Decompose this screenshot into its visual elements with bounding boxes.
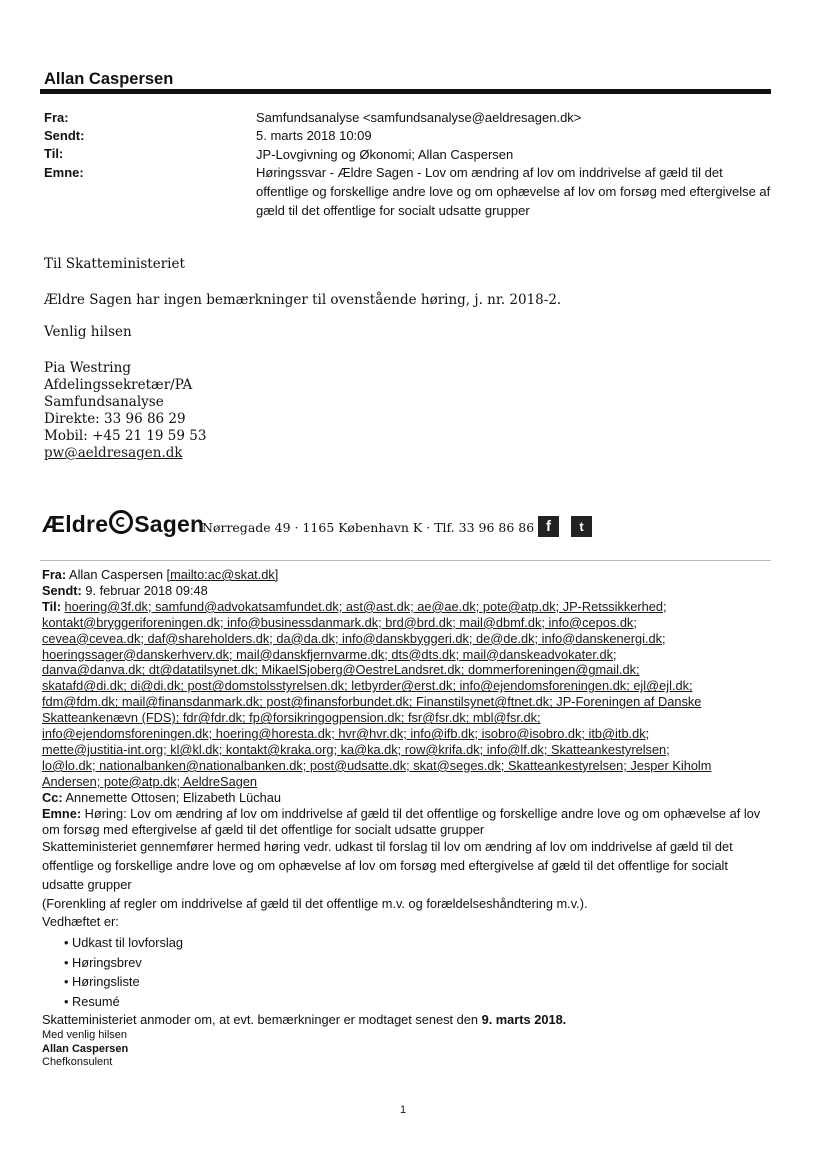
deadline-text: Skatteministeriet anmoder om, at evt. bemærkninger er modtaget senest den bbox=[42, 1012, 482, 1028]
attachment-label: Høringsliste bbox=[72, 974, 140, 990]
orig-from-line bbox=[42, 567, 767, 583]
orig-subject-label: Emne: bbox=[42, 805, 82, 821]
attachment-item: • Høringsliste bbox=[64, 974, 140, 990]
signature-email-link[interactable]: pw@aeldresagen.dk bbox=[44, 445, 183, 461]
attachment-list bbox=[42, 933, 767, 1011]
signature-direct-phone: Direkte: 33 96 86 29 bbox=[44, 411, 186, 427]
to-label: Til: bbox=[44, 146, 64, 161]
orig-to-block bbox=[42, 599, 767, 790]
orig-attached-label: Vedhæftet er: bbox=[42, 914, 119, 930]
twitter-icon[interactable]: t bbox=[571, 516, 592, 537]
orig-to-line[interactable]: Andersen; pote@atp.dk; AeldreSagen bbox=[42, 773, 258, 789]
orig-deadline bbox=[42, 1011, 767, 1029]
signature-mobile-phone: Mobil: +45 21 19 59 53 bbox=[44, 428, 207, 444]
attachment-item: • Høringsbrev bbox=[64, 954, 142, 970]
orig-to-line[interactable]: info@ejendomsforeningen.dk; hoering@horesta.dk; hvr@hvr.dk; info@ifb.dk; isobro@isobro.dk; itb@itb.dk; bbox=[42, 726, 650, 742]
orig-subject-value: Høring: Lov om ændring af lov om inddrivelse af gæld til det offentlige og forskellige andre love og om ophævelse af lov om forsøg med eftergivelse af gæld til det offentlige for socialt udsatte grupper bbox=[42, 805, 761, 837]
orig-closing: Med venlig hilsen bbox=[42, 1029, 127, 1042]
to-value: JP-Lovgivning og Økonomi; Allan Caspersen bbox=[256, 147, 514, 162]
orig-sent-value: 9. februar 2018 09:48 bbox=[85, 582, 208, 598]
sent-value: 5. marts 2018 10:09 bbox=[256, 128, 372, 143]
orig-from-name: Allan Caspersen bbox=[69, 567, 163, 582]
signature-block bbox=[44, 360, 206, 462]
from-label: Fra: bbox=[44, 110, 69, 125]
orig-to-line[interactable]: lo@lo.dk; nationalbanken@nationalbanken.dk; post@udsatte.dk; skat@seges.dk; Skatteankestyrelsen; Jesper Kiholm bbox=[42, 757, 712, 773]
facebook-icon[interactable]: f bbox=[538, 516, 559, 537]
orig-cc-label: Cc: bbox=[42, 789, 63, 805]
orig-from-mailto-link[interactable]: [mailto:ac@skat.dk] bbox=[166, 567, 279, 582]
attachment-item: • Udkast til lovforslag bbox=[64, 935, 183, 951]
attachment-label: Udkast til lovforslag bbox=[72, 935, 183, 951]
orig-to-line[interactable]: hoering@3f.dk; samfund@advokatsamfundet.dk; ast@ast.dk; ae@ae.dk; pote@atp.dk; JP-Retssikkerhed; bbox=[64, 598, 667, 614]
orig-signature-title: Chefkonsulent bbox=[42, 1056, 113, 1069]
reply-greeting: Til Skatteministeriet bbox=[44, 256, 185, 272]
deadline-date: 9. marts 2018. bbox=[481, 1012, 567, 1028]
signature-title: Afdelingssekretær/PA bbox=[44, 377, 193, 393]
orig-subject-line bbox=[42, 806, 767, 838]
orig-from-label: Fra: bbox=[42, 567, 67, 582]
signature-name: Pia Westring bbox=[44, 360, 131, 376]
header-rule bbox=[40, 89, 771, 94]
page-number: 1 bbox=[400, 1104, 407, 1116]
logo-text-right: Sagen bbox=[134, 511, 205, 537]
subject-label: Emne: bbox=[44, 165, 84, 180]
orig-to-line[interactable]: hoeringssager@danskerhverv.dk; mail@danskfjernvarme.dk; dts@dts.dk; mail@danskeadvokater.dk; bbox=[42, 646, 617, 662]
orig-cc-line bbox=[42, 790, 767, 806]
orig-to-line[interactable]: skatafd@di.dk; di@di.dk; post@domstolsstyrelsen.dk; letbyrder@erst.dk; info@ejendomsforeningen.dk; ejl@ejl.dk; bbox=[42, 678, 693, 694]
attachment-item: • Resumé bbox=[64, 993, 120, 1009]
from-value: Samfundsanalyse <samfundsanalyse@aeldresagen.dk> bbox=[256, 110, 582, 125]
logo-text-left: Ældre bbox=[42, 511, 109, 537]
orig-sent-line bbox=[42, 583, 767, 599]
sent-label: Sendt: bbox=[44, 128, 85, 143]
orig-to-line[interactable]: kontakt@bryggeriforeningen.dk; info@businessdanmark.dk; brd@brd.dk; mail@dbmf.dk; info@cepos.dk; bbox=[42, 614, 637, 630]
attachment-label: Høringsbrev bbox=[72, 954, 142, 970]
reply-body: Ældre Sagen har ingen bemærkninger til ovenstående høring, j. nr. 2018-2. bbox=[44, 292, 562, 308]
orig-to-line[interactable]: fdm@fdm.dk; mail@finansdanmark.dk; post@finansforbundet.dk; Finanstilsynet@ftnet.dk; JP-Foreningen af Danske bbox=[42, 694, 702, 710]
banner-separator bbox=[40, 560, 771, 561]
sender-owner-name: Allan Caspersen bbox=[44, 70, 174, 88]
aeldre-sagen-logo bbox=[42, 510, 204, 538]
reply-closing: Venlig hilsen bbox=[44, 324, 132, 340]
logo-ring-icon bbox=[109, 510, 133, 534]
orig-to-line[interactable]: Skatteankenævn (FDS); fdr@fdr.dk; fp@forsikringogpension.dk; fsr@fsr.dk; mbl@fsr.dk; bbox=[42, 710, 541, 726]
orig-to-line[interactable]: mette@justitia-int.org; kl@kl.dk; kontakt@kraka.org; ka@ka.dk; row@krifa.dk; info@lf.dk; Skatteankestyrelsen; bbox=[42, 741, 670, 757]
subject-value: Høringssvar - Ældre Sagen - Lov om ændring af lov om inddrivelse af gæld til det offentlige og forskellige andre love og om ophævelse af lov om forsøg med eftergivelse af gæld til det offentlige for socialt udsatte grupper bbox=[256, 165, 771, 218]
orig-to-line[interactable]: cevea@cevea.dk; daf@shareholders.dk; da@da.dk; info@danskbyggeri.dk; de@de.dk; info@danskenergi.dk; bbox=[42, 630, 666, 646]
orig-sent-label: Sendt: bbox=[42, 582, 82, 598]
orig-to-line[interactable]: danva@danva.dk; dt@datatilsynet.dk; MikaelSjoberg@OestreLandsret.dk; dommerforeningen@gmail.dk; bbox=[42, 662, 640, 678]
orig-signature-name: Allan Caspersen bbox=[42, 1042, 129, 1055]
orig-body-note: (Forenkling af regler om inddrivelse af gæld til det offentlige m.v. og forældelseshåndtering m.v.). bbox=[42, 896, 588, 912]
banner-address: Nørregade 49 · 1165 København K · Tlf. 33 96 86 86 bbox=[202, 520, 535, 535]
original-message bbox=[42, 567, 767, 1070]
orig-cc-value: Annemette Ottosen; Elizabeth Lüchau bbox=[65, 789, 282, 805]
orig-to-label: Til: bbox=[42, 598, 61, 614]
attachment-label: Resumé bbox=[72, 993, 120, 1009]
orig-body-paragraph: Skatteministeriet gennemfører hermed høring vedr. udkast til forslag til lov om ændring af lov om inddrivelse af gæld til det offentlige og forskellige andre love og om ophævelse af lov om forsøg med eftergivelse af gæld til det offentlige for socialt udsatte grupper bbox=[42, 839, 733, 893]
signature-department: Samfundsanalyse bbox=[44, 394, 164, 410]
